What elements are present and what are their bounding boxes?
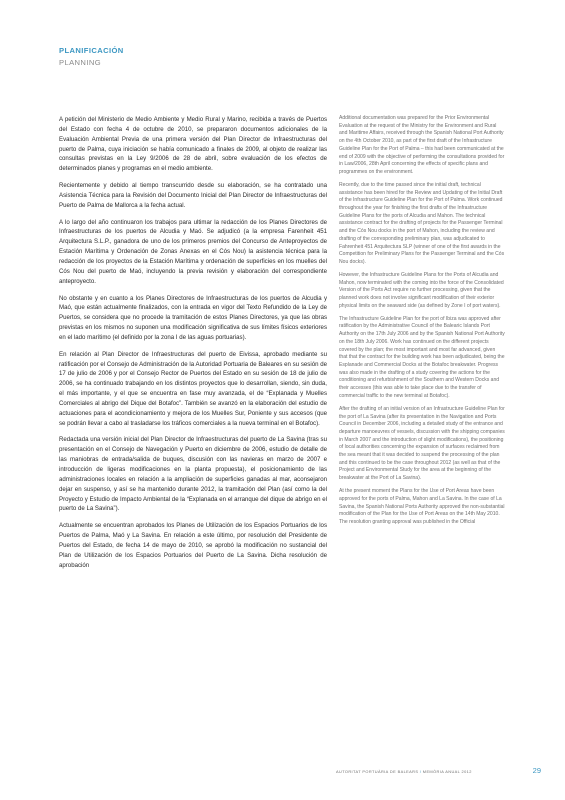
paragraph-es-2: Recientemente y debido al tiempo transcurrido desde su elaboración, se ha contratado una Asistencia Técnica para la Revisión del Documento Inicial del Plan Director de Infraestructuras del Puerto de Palma de Mallorca a la fecha actual.: [59, 182, 327, 209]
section-title-spanish: PLANIFICACIÓN: [59, 46, 124, 55]
paragraph-es-1: A petición del Ministerio de Medio Ambiente y Medio Rural y Marino, recibida a través de Puertos del Estado con fecha 4 de octubre de 2010, se prepararon documentos adicionales de la Evaluación Ambiental Previa de una primera versión del Plan Director de Infraestructuras del puerto de Palma, cuya iniciación se había comunicado a finales de 2009, al objeto de realizar las consultas previstas en la Ley 9/2006 de 28 de abril, sobre evaluación de los efectos de determinados planes y programas en el medio ambiente.: [59, 116, 327, 173]
paragraph-en-2: Recently, due to the time passed since the initial draft, technical assistance has been hired for the Review and Updating of the Initial Draft of the Infrastructure Guideline Plan for the Port of Palma. Work continued throughout the year for finishing the first drafts of the Infrastructure Guideline Plans for the ports of Alcudia and Mahon. The technical assistance contract for the drafting of projects for the Passenger Terminal and the Cós Nou docks in the port of Mahon, including the review and drafting of the corresponding preliminary plan, was adjudicated to Fahrenheit 451 Arquitectura SLP (winner of one of the first awards in the Competition for Preliminary Plans for the Passenger Terminal and the Cós Nou docks).: [339, 181, 505, 265]
footer-publication: [336, 769, 472, 774]
paragraph-en-3: However, the Infrastructure Guideline Plans for the Ports of Alcudia and Mahon, now terminated with the coming into the force of the Consolidated Version of the Ports Act require no further processing, given that the planned work does not involve significant modification of their exterior physical limits on the seaward side (as defined by Zone I of port waters).: [339, 271, 504, 309]
footer-report-title: MEMÒRIA ANUAL 2012: [422, 769, 472, 774]
page-heading: [59, 46, 124, 68]
paragraph-es-3: A lo largo del año continuaron los trabajos para ultimar la redacción de los Planes Directores de Infraestructuras de los puertos de Alcudia y Maó. Se adjudicó (a la empresa Farenheit 451 Arquitectura S.L.P., ganadora de uno de los primeros premios del Concurso de Anteproyectos de Estación Marítima y Ordenación de Zonas Anexas en el Cós Nou) la asistencia técnica para la redacción de los proyectos de la Estación Marítima y ordenación de superficies en los muelles del Cós Nou del puerto de Maó, incluyendo la previa revisión y elaboración del correspondiente anteproyecto.: [59, 218, 327, 285]
paragraph-en-4: The Infrastructure Guideline Plan for the port of Ibiza was approved after ratification by the Administrative Council of the Balearic Islands Port Authority on the 17th July 2006 and by the Spanish National Port Authority on the 18th July 2006. Work has continued on the different projects covered by the plan; the most important and most far advanced, given that that the contract for the building work has been adjudicated, being the Esplanade and Commercial Docks at the Botafoc breakwater. Progress was also made in the drafting of a study covering the actions for the conditioning and refurbishment of the Southern and Western Docks and their accesses (this was able to take place due to the transfer of commercial traffic to the new terminal at Botafoc).: [339, 315, 505, 399]
footer-separator: /: [419, 769, 422, 774]
page-footer: [336, 766, 541, 778]
section-title-english: PLANNING: [59, 58, 102, 67]
paragraph-es-6: Redactada una versión inicial del Plan Director de Infraestructuras del puerto de La Savina (tras su presentación en el Consejo de Navegación y Puerto en diciembre de 2006, estudio de detalle de las maniobras de entrada/salida de buques, discusión con las navieras en marzo de 2007 e introducción de ligeras modificaciones en la planta propuesta), el posicionamiento de las administraciones locales en relación a la ampliación de superficies ganadas al mar, aconsejaron dejar en suspenso, y así se ha mantenido durante 2012, la tramitación del Plan (así como la del Proyecto y Estudio de Impacto Ambiental de la “Explanada en el arranque del dique de abrigo en el puerto de La Savina”).: [59, 436, 327, 513]
paragraph-en-1: Additional documentation was prepared for the Prior Environmental Evaluation at the request of the Ministry for the Environment and Rural and Maritime Affairs, received through the Spanish National Port Authority on the 4th October 2010, as part of the first draft of the Infrastructure Guideline Plan for the Port of Palma – this had been communicated at the end of 2009 with the objective of performing the consultations provided for in Law/2006, 28th April concerning the effects of specific plans and programmes on the environment.: [339, 115, 505, 175]
spanish-text-column: [59, 115, 327, 577]
paragraph-es-7: Actualmente se encuentran aprobados los Planes de Utilización de los Espacios Portuarios de los Puertos de Palma, Maó y La Savina. En relación a este último, por resolución del Presidente de Puertos del Estado, de fecha 14 de mayo de 2010, se aprobó la modificación no sustancial del Plan de Utilización de los Espacios Portuarios del Puerto de La Savina. Dicha resolución de aprobación: [59, 522, 327, 569]
page-number: 29: [532, 766, 541, 775]
paragraph-en-6: At the present moment the Plans for the Use of Port Areas have been approved for the ports of Palma, Mahon and La Savina. In the case of La Savina, the Spanish National Ports Authority approved the non-substantial modification of the Plan for the Use of Port Areas on the 14th May 2010. The resolution granting approval was published in the Official: [339, 488, 505, 525]
paragraph-es-5: En relación al Plan Director de Infraestructuras del puerto de Eivissa, aprobado mediante su ratificación por el Consejo de Administración de la Autoridad Portuaria de Baleares en su sesión de 17 de julio de 2006 y por el Consejo Rector de Puertos del Estado en su sesión de 18 de julio de 2006, se ha continuado trabajando en los distintos proyectos que lo desarrollan, siendo, sin duda, el más importante, y el que se encuentra en fase muy avanzada, el de “Explanada y Muelles Comerciales al abrigo del Dique del Botafoc”. También se avanzó en la elaboración del estudio de actuaciones para el acondicionamiento y mejora de los Muelles Sur, Poniente y sus accesos (que se podrán llevar a cabo al trasladarse los tráficos comerciales a la nueva terminal en el Botafoc).: [59, 350, 327, 427]
paragraph-en-5: After the drafting of an initial version of an Infrastructure Guideline Plan for the port of La Savina (after its presentation in the Navigation and Ports Council in December 2006, including a detailed study of the entrance and departure manoeuvres of vessels, discussion with the shipping companies in March 2007 and the introduction of slight modifications), the positioning of local authorities concerning the expansion of surfaces reclaimed from the sea meant that it was decided to suspend the processing of the plan and this continued to be the case throughout 2012 (as well as that of the Project and Environmental Study for the area at the beginning of the breakwater at the Port of La Savina).: [339, 405, 505, 482]
english-text-column: [339, 115, 505, 532]
paragraph-es-4: No obstante y en cuanto a los Planes Directores de Infraestructuras de los puertos de Alcudia y Maó, que están actualmente finalizados, con la entrada en vigor del Texto Refundido de la Ley de Puertos, se considera que no procede la tramitación de estos Planes Directores, ya que las obras previstas en los mismos no suponen una modificación significativa de sus límites físicos exteriores en el lado marítimo (el definido por la zona I de las aguas portuarias).: [59, 294, 327, 341]
footer-publisher: AUTORITAT PORTUÀRIA DE BALEARS: [336, 769, 419, 774]
